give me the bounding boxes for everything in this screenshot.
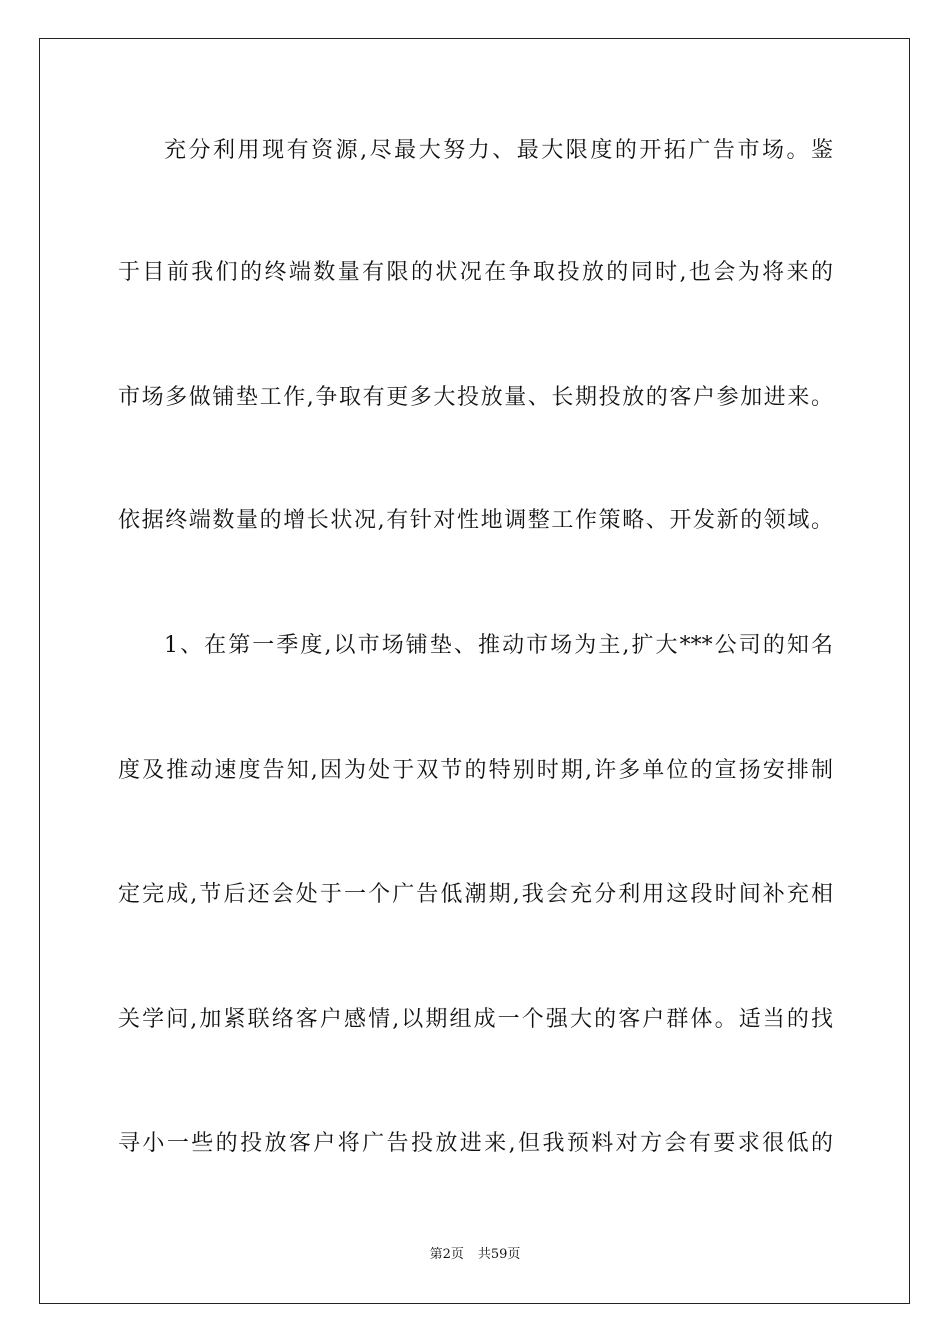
paragraph-line: 寻小一些的投放客户将广告投放进来,但我预料对方会有要求很低的 (118, 1131, 833, 1156)
paragraph-line: 关学问,加紧联络客户感情,以期组成一个强大的客户群体。适当的找 (118, 1007, 833, 1032)
page-frame (39, 38, 910, 1304)
paragraph-line: 1、在第一季度,以市场铺垫、推动市场为主,扩大***公司的知名 (164, 633, 833, 658)
paragraph-line: 充分利用现有资源,尽最大努力、最大限度的开拓广告市场。鉴 (164, 138, 833, 163)
paragraph-line: 市场多做铺垫工作,争取有更多大投放量、长期投放的客户参加进来。 (118, 385, 833, 410)
paragraph-line: 度及推动速度告知,因为处于双节的特别时期,许多单位的宣扬安排制 (118, 758, 833, 783)
paragraph-line: 于目前我们的终端数量有限的状况在争取投放的同时,也会为将来的 (118, 260, 833, 285)
paragraph-line: 依据终端数量的增长状况,有针对性地调整工作策略、开发新的领域。 (118, 508, 833, 533)
paragraph-line: 定完成,节后还会处于一个广告低潮期,我会充分利用这段时间补充相 (118, 882, 833, 907)
page-footer (0, 1246, 950, 1264)
page-total: 共59页 (477, 1247, 521, 1262)
page-number: 第2页 (429, 1247, 464, 1262)
